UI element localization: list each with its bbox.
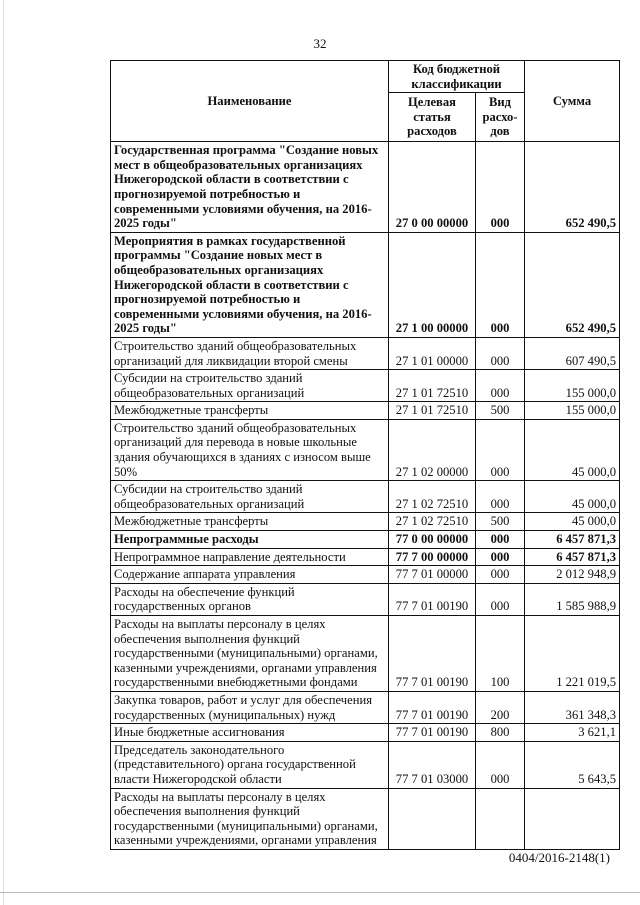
- row-expense-type: 000: [476, 566, 525, 584]
- header-budget-code-group: Код бюджетной классификации: [389, 61, 525, 93]
- row-name: Государственная программа "Создание новых мест в общеобразовательных организациях Нижегородской области в соответствии с прогнозируемой потребностью и современными условиями обучения, на 2016-2025 годы": [111, 142, 389, 233]
- budget-table: [110, 60, 620, 850]
- row-expense-type: 000: [476, 232, 525, 337]
- page-number: 32: [313, 36, 327, 51]
- row-name: Непрограммное направление деятельности: [111, 548, 389, 566]
- row-expense-type: 000: [476, 583, 525, 615]
- row-target-article: 77 7 01 00190: [389, 583, 476, 615]
- table-row: [111, 402, 620, 420]
- row-sum: 3 621,1: [525, 724, 620, 742]
- row-sum: 155 000,0: [525, 370, 620, 402]
- row-name: Межбюджетные трансферты: [111, 402, 389, 420]
- table-row: [111, 481, 620, 513]
- row-sum: 45 000,0: [525, 419, 620, 480]
- row-name: Межбюджетные трансферты: [111, 513, 389, 531]
- table-body: [111, 142, 620, 850]
- row-sum: 155 000,0: [525, 402, 620, 420]
- table-row: [111, 788, 620, 849]
- header-name: Наименование: [111, 61, 389, 142]
- row-name: Расходы на выплаты персоналу в целях обеспечения выполнения функций государственными (муниципальными) органами, казенными учреждениями, органами управления государственными внебюджетными фондами: [111, 616, 389, 692]
- row-target-article: 27 1 02 72510: [389, 481, 476, 513]
- table-row: [111, 531, 620, 549]
- scan-left-edge: [3, 0, 4, 905]
- row-target-article: 77 7 01 00190: [389, 616, 476, 692]
- row-target-article: 77 7 00 00000: [389, 548, 476, 566]
- row-name: Строительство зданий общеобразовательных организаций для перевода в новые школьные здания обучающихся в зданиях с износом выше 50%: [111, 419, 389, 480]
- row-target-article: 77 7 01 03000: [389, 741, 476, 788]
- row-target-article: 27 1 01 00000: [389, 337, 476, 369]
- table-row: [111, 691, 620, 723]
- table-row: [111, 142, 620, 233]
- header-target-article: Целевая статья расходов: [389, 93, 476, 142]
- row-target-article: 77 7 01 00190: [389, 691, 476, 723]
- row-target-article: [389, 788, 476, 849]
- table-row: [111, 232, 620, 337]
- row-sum: 5 643,5: [525, 741, 620, 788]
- row-name: Субсидии на строительство зданий общеобразовательных организаций: [111, 370, 389, 402]
- row-expense-type: 000: [476, 419, 525, 480]
- row-sum: 1 585 988,9: [525, 583, 620, 615]
- row-target-article: 77 7 01 00190: [389, 724, 476, 742]
- document-footer-code: 0404/2016-2148(1): [508, 850, 610, 865]
- row-expense-type: 100: [476, 616, 525, 692]
- row-target-article: 27 1 00 00000: [389, 232, 476, 337]
- table-row: [111, 513, 620, 531]
- row-expense-type: 800: [476, 724, 525, 742]
- row-sum: 361 348,3: [525, 691, 620, 723]
- table-row: [111, 583, 620, 615]
- row-expense-type: 000: [476, 481, 525, 513]
- table-row: [111, 370, 620, 402]
- row-expense-type: 500: [476, 402, 525, 420]
- row-target-article: 27 1 01 72510: [389, 402, 476, 420]
- row-sum: [525, 788, 620, 849]
- row-name: Непрограммные расходы: [111, 531, 389, 549]
- row-name: Содержание аппарата управления: [111, 566, 389, 584]
- row-name: Субсидии на строительство зданий общеобразовательных организаций: [111, 481, 389, 513]
- row-name: Иные бюджетные ассигнования: [111, 724, 389, 742]
- table-row: [111, 724, 620, 742]
- row-name: Расходы на выплаты персоналу в целях обеспечения выполнения функций государственными (муниципальными) органами, казенными учреждениями, органами управления: [111, 788, 389, 849]
- row-expense-type: 000: [476, 337, 525, 369]
- row-sum: 6 457 871,3: [525, 531, 620, 549]
- row-target-article: 27 1 01 72510: [389, 370, 476, 402]
- row-name: Мероприятия в рамках государственной программы "Создание новых мест в общеобразовательных организациях Нижегородской области в соответствии с прогнозируемой потребностью и современными условиями обучения, на 2016-2025 годы": [111, 232, 389, 337]
- row-sum: 607 490,5: [525, 337, 620, 369]
- table-header: [111, 61, 620, 142]
- row-name: Расходы на обеспечение функций государственных органов: [111, 583, 389, 615]
- row-sum: 652 490,5: [525, 232, 620, 337]
- row-target-article: 27 0 00 00000: [389, 142, 476, 233]
- table-row: [111, 337, 620, 369]
- row-name: Председатель законодательного (представительного) органа государственной власти Нижегородской области: [111, 741, 389, 788]
- table-row: [111, 419, 620, 480]
- row-target-article: 77 7 01 00000: [389, 566, 476, 584]
- row-sum: 2 012 948,9: [525, 566, 620, 584]
- row-target-article: 27 1 02 00000: [389, 419, 476, 480]
- scan-bottom-line: [0, 892, 640, 893]
- row-expense-type: 000: [476, 142, 525, 233]
- row-target-article: 77 0 00 00000: [389, 531, 476, 549]
- row-sum: 1 221 019,5: [525, 616, 620, 692]
- header-sum: Сумма: [525, 61, 620, 142]
- row-expense-type: 000: [476, 370, 525, 402]
- row-target-article: 27 1 02 72510: [389, 513, 476, 531]
- row-expense-type: 200: [476, 691, 525, 723]
- header-expense-type: Вид расхо-дов: [476, 93, 525, 142]
- row-expense-type: 000: [476, 531, 525, 549]
- table-row: [111, 548, 620, 566]
- row-sum: 45 000,0: [525, 513, 620, 531]
- table-row: [111, 616, 620, 692]
- row-expense-type: 000: [476, 548, 525, 566]
- row-name: Закупка товаров, работ и услуг для обеспечения государственных (муниципальных) нужд: [111, 691, 389, 723]
- table-row: [111, 566, 620, 584]
- row-sum: 45 000,0: [525, 481, 620, 513]
- row-expense-type: 000: [476, 741, 525, 788]
- table-row: [111, 741, 620, 788]
- row-sum: 652 490,5: [525, 142, 620, 233]
- row-expense-type: 500: [476, 513, 525, 531]
- row-expense-type: [476, 788, 525, 849]
- row-sum: 6 457 871,3: [525, 548, 620, 566]
- row-name: Строительство зданий общеобразовательных организаций для ликвидации второй смены: [111, 337, 389, 369]
